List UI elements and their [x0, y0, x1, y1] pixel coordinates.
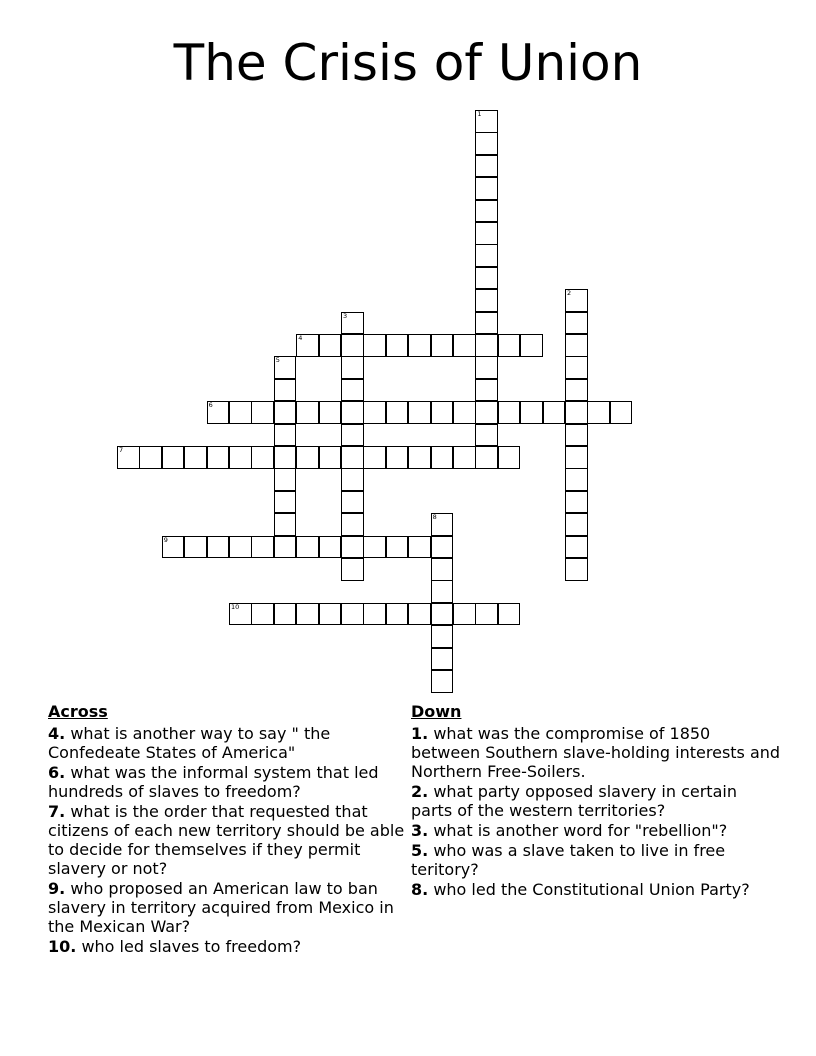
grid-cell[interactable]: [363, 536, 386, 559]
grid-cell[interactable]: [386, 603, 409, 626]
down-clue-1: 1. what was the compromise of 1850 between Southern slave-holding interests and Northern Free-Soilers.: [411, 724, 781, 781]
grid-cell[interactable]: [453, 603, 476, 626]
clue-number: 5: [275, 356, 280, 365]
grid-cell[interactable]: [184, 446, 207, 469]
grid-cell[interactable]: [475, 603, 498, 626]
grid-cell[interactable]: [229, 401, 252, 424]
grid-cell[interactable]: [341, 536, 364, 559]
grid-cell[interactable]: [229, 603, 252, 626]
grid-cell[interactable]: [251, 446, 274, 469]
grid-cell[interactable]: [498, 603, 521, 626]
grid-cell[interactable]: [431, 558, 454, 581]
clue-number: 6: [208, 401, 213, 410]
grid-cell[interactable]: [386, 334, 409, 357]
grid-cell[interactable]: [408, 446, 431, 469]
grid-cell[interactable]: [431, 625, 454, 648]
grid-cell[interactable]: [274, 491, 297, 514]
grid-cell[interactable]: [475, 334, 498, 357]
grid-cell[interactable]: [296, 446, 319, 469]
puzzle-title: The Crisis of Union: [173, 34, 643, 92]
grid-cell[interactable]: [274, 603, 297, 626]
across-clue-4: 4. what is another way to say " the Confedeate States of America": [48, 724, 331, 762]
grid-cell[interactable]: [431, 670, 454, 693]
grid-cell[interactable]: [408, 536, 431, 559]
grid-cell[interactable]: [274, 379, 297, 402]
grid-cell[interactable]: [475, 446, 498, 469]
grid-cell[interactable]: [274, 513, 297, 536]
grid-cell[interactable]: [565, 334, 588, 357]
grid-cell[interactable]: [251, 536, 274, 559]
grid-cell[interactable]: [475, 222, 498, 245]
grid-cell[interactable]: [296, 334, 319, 357]
clue-number: 7: [119, 446, 124, 454]
grid-cell[interactable]: [117, 446, 140, 469]
grid-cell[interactable]: [543, 401, 566, 424]
grid-cell[interactable]: [319, 603, 342, 626]
grid-cell[interactable]: [565, 424, 588, 447]
grid-cell[interactable]: [207, 401, 230, 424]
grid-cell[interactable]: [229, 446, 252, 469]
grid-cell[interactable]: [475, 312, 498, 335]
grid-cell[interactable]: [475, 132, 498, 155]
across-clues: [48, 702, 408, 957]
grid-cell[interactable]: [498, 334, 521, 357]
across-clue-6: 6. what was the informal system that led hundreds of slaves to freedom?: [48, 763, 379, 801]
grid-cell[interactable]: [341, 356, 364, 379]
grid-cell[interactable]: [565, 468, 588, 491]
grid-cell[interactable]: [319, 334, 342, 357]
grid-cell[interactable]: [386, 401, 409, 424]
grid-cell[interactable]: [274, 446, 297, 469]
grid-cell[interactable]: [341, 513, 364, 536]
grid-cell[interactable]: [565, 558, 588, 581]
grid-cell[interactable]: [363, 401, 386, 424]
grid-cell[interactable]: [498, 401, 521, 424]
grid-cell[interactable]: [431, 536, 454, 559]
grid-cell[interactable]: [565, 401, 588, 424]
grid-cell[interactable]: [386, 446, 409, 469]
grid-cell[interactable]: [475, 401, 498, 424]
grid-cell[interactable]: [475, 177, 498, 200]
grid-cell[interactable]: [453, 334, 476, 357]
grid-cell[interactable]: [475, 110, 498, 133]
grid-cell[interactable]: [565, 513, 588, 536]
down-clues: [411, 702, 781, 900]
grid-cell[interactable]: [296, 603, 319, 626]
grid-cell[interactable]: [520, 334, 543, 357]
grid-cell[interactable]: [431, 580, 454, 603]
grid-cell[interactable]: [229, 536, 252, 559]
grid-cell[interactable]: [475, 200, 498, 223]
across-heading: Across: [48, 702, 108, 721]
grid-cell[interactable]: [341, 312, 364, 335]
grid-cell[interactable]: [139, 446, 162, 469]
grid-cell[interactable]: [363, 603, 386, 626]
across-clue-7: 7. what is the order that requested that citizens of each new territory should be able to decide for themselves if they permit slavery or not?: [48, 802, 405, 878]
grid-cell[interactable]: [341, 491, 364, 514]
grid-cell[interactable]: [475, 155, 498, 178]
across-clue-9: 9. who proposed an American law to ban slavery in territory acquired from Mexico in the Mexican War?: [48, 879, 394, 936]
grid-cell[interactable]: [296, 401, 319, 424]
grid-cell[interactable]: [319, 446, 342, 469]
grid-cell[interactable]: [251, 401, 274, 424]
grid-cell[interactable]: [520, 401, 543, 424]
grid-cell[interactable]: [207, 536, 230, 559]
grid-cell[interactable]: [475, 424, 498, 447]
clue-number: 9: [163, 535, 168, 544]
grid-cell[interactable]: [341, 424, 364, 447]
grid-cell[interactable]: [408, 401, 431, 424]
clue-number: 8: [432, 513, 437, 522]
grid-cell[interactable]: [565, 356, 588, 379]
grid-cell[interactable]: [475, 244, 498, 267]
grid-cell[interactable]: [475, 289, 498, 312]
grid-cell[interactable]: [341, 603, 364, 626]
down-clue-2: 2. what party opposed slavery in certain parts of the western territories?: [411, 782, 737, 820]
grid-cell[interactable]: [431, 401, 454, 424]
across-clue-10: 10. who led slaves to freedom?: [48, 937, 302, 956]
grid-cell[interactable]: [565, 446, 588, 469]
grid-cell[interactable]: [319, 401, 342, 424]
grid-cell[interactable]: [162, 536, 185, 559]
grid-cell[interactable]: [319, 536, 342, 559]
grid-cell[interactable]: [341, 446, 364, 469]
grid-cell[interactable]: [341, 558, 364, 581]
grid-cell[interactable]: [453, 446, 476, 469]
down-clue-8: 8. who led the Constitutional Union Party?: [411, 880, 750, 899]
clue-number: 2: [567, 289, 572, 298]
grid-cell[interactable]: [408, 603, 431, 626]
grid-cell[interactable]: [274, 424, 297, 447]
grid-cell[interactable]: [431, 603, 454, 626]
grid-cell[interactable]: [565, 289, 588, 312]
grid-cell[interactable]: [341, 468, 364, 491]
grid-cell[interactable]: [274, 401, 297, 424]
grid-cell[interactable]: [162, 446, 185, 469]
grid-cell[interactable]: [341, 379, 364, 402]
grid-cell[interactable]: [207, 446, 230, 469]
grid-cell[interactable]: [565, 491, 588, 514]
clue-number: 4: [298, 334, 303, 342]
clue-number: 10: [231, 602, 240, 611]
down-clue-3: 3. what is another word for "rebellion"?: [411, 821, 728, 840]
grid-cell[interactable]: [363, 446, 386, 469]
grid-cell[interactable]: [274, 468, 297, 491]
grid-cell[interactable]: [453, 401, 476, 424]
down-clue-5: 5. who was a slave taken to live in free teritory?: [411, 841, 726, 879]
grid-cell[interactable]: [363, 334, 386, 357]
grid-cell[interactable]: [475, 379, 498, 402]
grid-cell[interactable]: [498, 446, 521, 469]
grid-cell[interactable]: [296, 536, 319, 559]
grid-cell[interactable]: [431, 513, 454, 536]
grid-cell[interactable]: [431, 648, 454, 671]
clue-number: 1: [477, 110, 482, 118]
grid-cell[interactable]: [386, 536, 409, 559]
grid-cell[interactable]: [565, 379, 588, 402]
grid-cell[interactable]: [341, 334, 364, 357]
grid-cell[interactable]: [475, 356, 498, 379]
grid-cell[interactable]: [587, 401, 610, 424]
clue-number: 3: [343, 311, 348, 320]
grid-cell[interactable]: [431, 446, 454, 469]
grid-cell[interactable]: [274, 536, 297, 559]
grid-cell[interactable]: [431, 334, 454, 357]
grid-cell[interactable]: [184, 536, 207, 559]
grid-cell[interactable]: [274, 356, 297, 379]
grid-cell[interactable]: [251, 603, 274, 626]
grid-cell[interactable]: [565, 536, 588, 559]
grid-cell[interactable]: [610, 401, 633, 424]
grid-cell[interactable]: [408, 334, 431, 357]
grid-cell[interactable]: [341, 401, 364, 424]
grid-cell[interactable]: [565, 312, 588, 335]
grid-cell[interactable]: [475, 267, 498, 290]
down-heading: Down: [411, 702, 462, 721]
